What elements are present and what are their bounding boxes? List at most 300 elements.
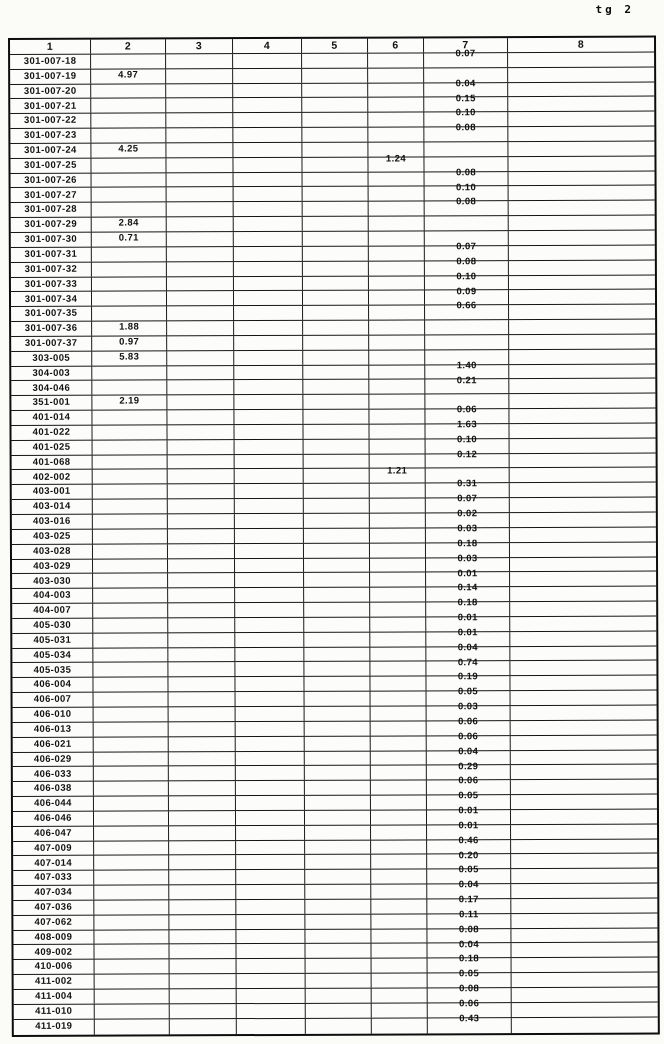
- value-cell-col5: [304, 499, 370, 513]
- value-cell-col4: [237, 959, 306, 973]
- value-cell-col7: [424, 142, 508, 156]
- row-label-cell: 405-031: [12, 633, 93, 647]
- row-label-cell: 406-038: [13, 782, 94, 796]
- row-label-cell: 406-044: [13, 797, 94, 811]
- value-cell-col5: [304, 514, 370, 528]
- row-label-cell: 406-029: [13, 752, 94, 766]
- cell-value: 0.74: [457, 656, 478, 668]
- value-cell-col4: [235, 440, 304, 454]
- value-cell-col4: [234, 306, 303, 320]
- value-cell-col2: [94, 826, 169, 840]
- value-cell-col2: [94, 796, 169, 810]
- cell-value: 4.97: [118, 69, 139, 81]
- cell-value: 0.04: [458, 745, 479, 757]
- value-cell-col5: [305, 751, 371, 765]
- value-cell-col3: [168, 677, 235, 691]
- value-cell-col4: [236, 900, 305, 914]
- cell-value: 0.07: [455, 48, 476, 60]
- value-cell-col2: [93, 589, 168, 603]
- row-label-cell: 411-010: [14, 1005, 95, 1019]
- row-label-cell: 401-014: [11, 411, 92, 425]
- row-label-cell: 406-021: [13, 737, 94, 751]
- row-label-cell: 407-034: [13, 886, 94, 900]
- value-cell-col8: [511, 765, 657, 779]
- column-header-3: 3: [166, 39, 233, 53]
- row-label-cell: 407-033: [13, 871, 94, 885]
- value-cell-col4: [233, 54, 302, 68]
- value-cell-col3: [170, 974, 237, 988]
- value-cell-col2: [93, 500, 168, 514]
- value-cell-col5: [303, 261, 369, 275]
- row-label-cell: 301-007-27: [11, 188, 92, 202]
- row-label-cell: 301-007-28: [11, 203, 92, 217]
- cell-value: 0.14: [457, 582, 478, 594]
- cell-value: 1.21: [387, 465, 408, 477]
- value-cell-col2: [91, 128, 166, 142]
- value-cell-col5: [304, 632, 370, 646]
- value-cell-col6: [369, 335, 425, 349]
- value-cell-col4: [234, 410, 303, 424]
- value-cell-col6: [369, 187, 425, 201]
- cell-value: 0.01: [457, 627, 478, 639]
- value-cell-col3: [167, 202, 234, 216]
- value-cell-col8: [510, 438, 656, 452]
- cell-value: 0.46: [458, 834, 479, 847]
- row-label-cell: 403-029: [12, 559, 93, 573]
- value-cell-col7: [425, 300, 509, 319]
- value-cell-col8: [510, 676, 656, 690]
- row-label-cell: 301-007-32: [11, 262, 92, 276]
- value-cell-col8: [512, 958, 658, 972]
- value-cell-col5: [304, 662, 370, 676]
- row-label-cell: 401-068: [12, 455, 93, 469]
- value-cell-col8: [509, 290, 655, 304]
- value-cell-col5: [302, 68, 368, 82]
- row-label-cell: 407-009: [13, 841, 94, 855]
- value-cell-col6: [372, 1003, 428, 1017]
- value-cell-col5: [303, 380, 369, 394]
- cell-value: 0.08: [458, 923, 479, 936]
- row-label-cell: 406-010: [13, 708, 94, 722]
- value-cell-col3: [168, 648, 235, 662]
- row-label-cell: 408-009: [13, 930, 94, 944]
- value-cell-col3: [168, 618, 235, 632]
- value-cell-col6: [371, 825, 427, 839]
- value-cell-col6: [371, 855, 427, 869]
- value-cell-col4: [234, 425, 303, 439]
- value-cell-col3: [168, 574, 235, 588]
- value-cell-col8: [510, 631, 656, 645]
- value-cell-col4: [235, 647, 304, 661]
- value-cell-col3: [167, 277, 234, 291]
- value-cell-col5: [304, 454, 370, 468]
- value-cell-col5: [304, 573, 370, 587]
- value-cell-col3: [166, 99, 233, 113]
- value-cell-col5: [303, 410, 369, 424]
- value-cell-col8: [511, 839, 657, 853]
- value-cell-col4: [236, 826, 305, 840]
- value-cell-col2: [93, 678, 168, 692]
- row-label-cell: 301-007-34: [11, 292, 92, 306]
- value-cell-col4: [234, 291, 303, 305]
- value-cell-col2: [91, 84, 166, 98]
- cell-value: 0.71: [118, 232, 139, 244]
- value-cell-col8: [509, 409, 655, 423]
- value-cell-col2: [91, 143, 166, 157]
- value-cell-col7: [424, 48, 508, 67]
- value-cell-col2: [95, 960, 170, 974]
- value-cell-col2: [94, 767, 169, 781]
- value-cell-col2: [91, 69, 166, 83]
- value-cell-col2: [94, 782, 169, 796]
- value-cell-col8: [511, 809, 657, 823]
- row-label-cell: 403-014: [12, 500, 93, 514]
- value-cell-col3: [167, 232, 234, 246]
- value-cell-col3: [167, 306, 234, 320]
- value-cell-col6: [368, 98, 424, 112]
- row-label-cell: 406-046: [13, 812, 94, 826]
- value-cell-col6: [369, 365, 425, 379]
- value-cell-col2: [92, 277, 167, 291]
- value-cell-col3: [169, 945, 236, 959]
- value-cell-col4: [235, 662, 304, 676]
- value-cell-col3: [166, 158, 233, 172]
- value-cell-col2: [94, 752, 169, 766]
- cell-value: 0.20: [458, 849, 479, 861]
- value-cell-col3: [170, 959, 237, 973]
- table-row: [14, 1013, 658, 1034]
- cell-value: 0.12: [457, 448, 478, 461]
- value-cell-col4: [237, 989, 306, 1003]
- value-cell-col4: [237, 1019, 306, 1034]
- value-cell-col6: [370, 588, 426, 602]
- value-cell-col6: [369, 350, 425, 364]
- value-cell-col3: [168, 559, 235, 573]
- cell-value: 0.06: [458, 731, 479, 743]
- value-cell-col8: [510, 468, 656, 482]
- value-cell-col3: [167, 395, 234, 409]
- value-cell-col6: [368, 68, 424, 82]
- cell-value: 0.01: [457, 567, 478, 579]
- value-cell-col6: [371, 692, 427, 706]
- value-cell-col6: [371, 751, 427, 765]
- value-cell-col3: [169, 856, 236, 870]
- value-cell-col6: [370, 573, 426, 587]
- value-cell-col6: [370, 513, 426, 527]
- value-cell-col5: [303, 187, 369, 201]
- value-cell-col5: [305, 885, 371, 899]
- value-cell-col8: [511, 780, 657, 794]
- value-cell-col3: [169, 796, 236, 810]
- value-cell-col8: [508, 141, 654, 155]
- value-cell-col8: [511, 795, 657, 809]
- value-cell-col6: [371, 721, 427, 735]
- row-label-cell: 301-007-26: [11, 173, 92, 187]
- value-cell-col8: [510, 572, 656, 586]
- cell-value: 0.18: [457, 538, 478, 550]
- value-cell-col3: [168, 529, 235, 543]
- value-cell-col2: [95, 1019, 170, 1034]
- row-label-cell: 301-007-22: [10, 114, 91, 128]
- row-label-cell: 409-002: [13, 945, 94, 959]
- value-cell-col4: [235, 514, 304, 528]
- value-cell-col7: [425, 374, 509, 393]
- value-cell-col5: [303, 350, 369, 364]
- value-cell-col5: [305, 781, 371, 795]
- value-cell-col3: [168, 499, 235, 513]
- value-cell-col2: [93, 559, 168, 573]
- cell-value: 0.05: [457, 686, 479, 698]
- value-cell-col8: [508, 97, 654, 111]
- value-cell-col3: [168, 514, 235, 528]
- value-cell-col8: [509, 394, 655, 408]
- value-cell-col4: [236, 692, 305, 706]
- value-cell-col2: [94, 930, 169, 944]
- value-cell-col4: [236, 885, 305, 899]
- value-cell-col2: [91, 158, 166, 172]
- value-cell-col4: [236, 781, 305, 795]
- value-cell-col6: [371, 781, 427, 795]
- value-cell-col2: [91, 114, 166, 128]
- value-cell-col8: [511, 913, 657, 927]
- value-cell-col4: [236, 751, 305, 765]
- value-cell-col3: [167, 217, 234, 231]
- value-cell-col6: [370, 528, 426, 542]
- value-cell-col4: [234, 351, 303, 365]
- value-cell-col8: [508, 127, 654, 141]
- value-cell-col6: [371, 944, 427, 958]
- value-cell-col5: [305, 707, 371, 721]
- value-cell-col6: [372, 974, 428, 988]
- row-label-cell: 401-025: [12, 440, 93, 454]
- value-cell-col3: [169, 930, 236, 944]
- value-cell-col4: [236, 944, 305, 958]
- cell-value: 0.31: [457, 478, 478, 490]
- value-cell-col6: [371, 929, 427, 943]
- value-cell-col2: [93, 485, 168, 499]
- value-cell-col4: [236, 915, 305, 929]
- value-cell-col4: [233, 69, 302, 83]
- value-cell-col3: [166, 69, 233, 83]
- value-cell-col3: [169, 841, 236, 855]
- cell-value: 0.11: [459, 909, 479, 921]
- value-cell-col3: [168, 663, 235, 677]
- row-label-cell: 406-013: [13, 722, 94, 736]
- value-cell-col8: [509, 364, 655, 378]
- value-cell-col6: [370, 543, 426, 557]
- value-cell-col2: [92, 262, 167, 276]
- value-cell-col2: [94, 945, 169, 959]
- value-cell-col4: [233, 143, 302, 157]
- value-cell-col6: [369, 320, 425, 334]
- value-cell-col7: [428, 1013, 512, 1033]
- page-number-note: tg 2: [595, 3, 634, 16]
- value-cell-col4: [236, 796, 305, 810]
- value-cell-col5: [305, 825, 371, 839]
- value-cell-col4: [236, 855, 305, 869]
- value-cell-col5: [303, 321, 369, 335]
- value-cell-col5: [304, 439, 370, 453]
- value-cell-col2: [92, 336, 167, 350]
- cell-value: 0.05: [459, 968, 480, 980]
- row-label-cell: 406-007: [13, 693, 94, 707]
- value-cell-col3: [166, 113, 233, 127]
- value-cell-col6: [371, 840, 427, 854]
- cell-value: 0.66: [456, 300, 477, 312]
- value-cell-col8: [508, 112, 654, 126]
- column-header-2: 2: [91, 39, 166, 53]
- value-cell-col6: [370, 439, 426, 453]
- value-cell-col4: [235, 618, 304, 632]
- cell-value: 5.83: [119, 351, 140, 363]
- value-cell-col5: [305, 692, 371, 706]
- row-label-cell: 404-007: [12, 604, 93, 618]
- cell-value: 0.43: [459, 1013, 480, 1025]
- value-cell-col3: [169, 766, 236, 780]
- value-cell-col8: [509, 305, 655, 319]
- value-cell-col7: [425, 320, 509, 334]
- value-cell-col8: [509, 275, 655, 289]
- value-cell-col8: [509, 245, 655, 259]
- cell-value: 0.10: [456, 181, 477, 193]
- cell-value: 0.10: [455, 107, 476, 119]
- value-cell-col4: [236, 840, 305, 854]
- value-cell-col2: [93, 618, 168, 632]
- value-cell-col6: [371, 706, 427, 720]
- cell-value: 0.03: [458, 701, 479, 713]
- value-cell-col2: [93, 633, 168, 647]
- value-cell-col4: [235, 529, 304, 543]
- value-cell-col5: [302, 128, 368, 142]
- row-label-cell: 301-007-24: [10, 144, 91, 158]
- value-cell-col8: [511, 705, 657, 719]
- value-cell-col7: [426, 448, 510, 468]
- row-label-cell: 406-047: [13, 826, 94, 840]
- value-cell-col5: [305, 855, 371, 869]
- row-label-cell: 401-022: [11, 426, 92, 440]
- row-label-cell: 406-004: [12, 678, 93, 692]
- column-header-4: 4: [233, 39, 302, 53]
- value-cell-col2: [93, 514, 168, 528]
- value-cell-col8: [509, 320, 655, 334]
- value-cell-col3: [168, 455, 235, 469]
- value-cell-col3: [170, 1004, 237, 1018]
- column-header-1: 1: [10, 40, 91, 54]
- row-label-cell: 411-002: [14, 975, 95, 989]
- value-cell-col5: [305, 796, 371, 810]
- data-table: [8, 36, 660, 1037]
- value-cell-col8: [511, 854, 657, 868]
- value-cell-col5: [304, 603, 370, 617]
- value-cell-col8: [511, 750, 657, 764]
- value-cell-col8: [511, 735, 657, 749]
- cell-value: 0.04: [458, 938, 480, 950]
- value-cell-col8: [508, 82, 654, 96]
- row-label-cell: 407-036: [13, 901, 94, 915]
- row-label-cell: 301-007-35: [11, 307, 92, 321]
- value-cell-col8: [509, 334, 655, 348]
- value-cell-col5: [306, 1003, 372, 1017]
- cell-value: 0.18: [457, 597, 478, 609]
- value-cell-col5: [305, 929, 371, 943]
- value-cell-col6: [371, 736, 427, 750]
- value-cell-col3: [168, 603, 235, 617]
- value-cell-col7: [425, 216, 509, 230]
- value-cell-col4: [235, 454, 304, 468]
- value-cell-col2: [92, 410, 167, 424]
- value-cell-col8: [509, 171, 655, 185]
- value-cell-col6: [370, 499, 426, 513]
- value-cell-col8: [509, 379, 655, 393]
- value-cell-col4: [235, 544, 304, 558]
- value-cell-col5: [304, 528, 370, 542]
- row-label-cell: 301-007-30: [11, 233, 92, 247]
- value-cell-col8: [510, 646, 656, 660]
- value-cell-col4: [234, 395, 303, 409]
- value-cell-col4: [235, 603, 304, 617]
- value-cell-col3: [168, 633, 235, 647]
- value-cell-col2: [93, 470, 168, 484]
- value-cell-col6: [369, 231, 425, 245]
- value-cell-col2: [93, 574, 168, 588]
- value-cell-col8: [510, 602, 656, 616]
- cell-value: 0.04: [458, 879, 479, 891]
- value-cell-col4: [235, 677, 304, 691]
- row-label-cell: 301-007-31: [11, 247, 92, 261]
- value-cell-col2: [93, 663, 168, 677]
- value-cell-col5: [302, 157, 368, 171]
- cell-value: 0.08: [456, 256, 477, 268]
- value-cell-col2: [94, 871, 169, 885]
- value-cell-col3: [169, 781, 236, 795]
- value-cell-col6: [369, 291, 425, 305]
- row-label-cell: 403-025: [12, 530, 93, 544]
- value-cell-col8: [511, 720, 657, 734]
- value-cell-col8: [508, 52, 654, 66]
- value-cell-col3: [169, 870, 236, 884]
- value-cell-col4: [234, 276, 303, 290]
- value-cell-col2: [92, 232, 167, 246]
- value-cell-col2: [95, 975, 170, 989]
- value-cell-col6: [370, 465, 426, 483]
- value-cell-col4: [234, 232, 303, 246]
- row-label-cell: 303-005: [11, 351, 92, 365]
- cell-value: 0.03: [457, 523, 478, 535]
- value-cell-col6: [370, 647, 426, 661]
- row-label-cell: 411-004: [14, 990, 95, 1004]
- value-cell-col2: [93, 440, 168, 454]
- value-cell-col3: [167, 188, 234, 202]
- value-cell-col5: [303, 172, 369, 186]
- value-cell-col6: [372, 1018, 428, 1033]
- row-label-cell: 403-016: [12, 515, 93, 529]
- value-cell-col4: [236, 929, 305, 943]
- value-cell-col6: [370, 558, 426, 572]
- value-cell-col2: [91, 99, 166, 113]
- value-cell-col8: [510, 483, 656, 497]
- value-cell-col8: [511, 898, 657, 912]
- value-cell-col6: [371, 795, 427, 809]
- value-cell-col3: [169, 737, 236, 751]
- value-cell-col8: [511, 869, 657, 883]
- value-cell-col2: [94, 811, 169, 825]
- value-cell-col6: [369, 261, 425, 275]
- value-cell-col4: [233, 113, 302, 127]
- value-cell-col2: [94, 915, 169, 929]
- row-label-cell: 404-003: [12, 589, 93, 603]
- value-cell-col2: [94, 737, 169, 751]
- value-cell-col3: [169, 915, 236, 929]
